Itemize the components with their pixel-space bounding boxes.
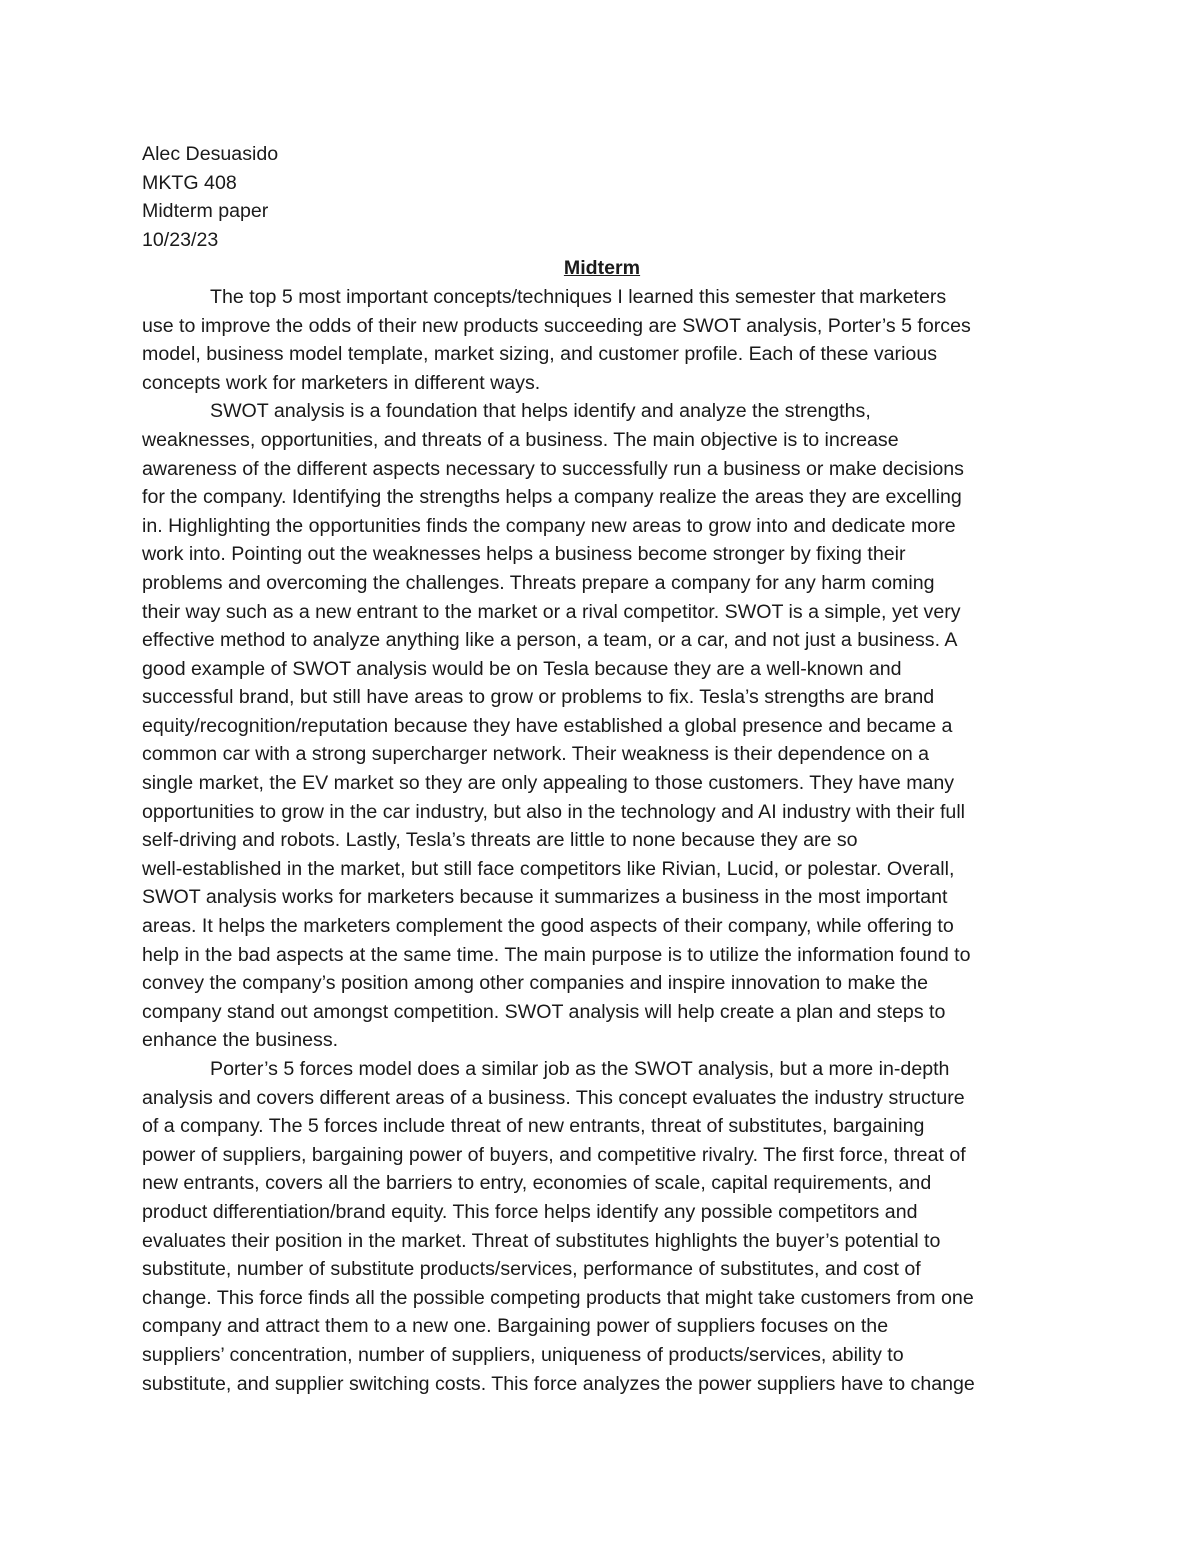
paragraph-line: problems and overcoming the challenges. Threats prepare a company for any harm coming bbox=[142, 571, 935, 594]
paragraph-line: convey the company’s position among other companies and inspire innovation to make the bbox=[142, 972, 929, 995]
paragraph-line: effective method to analyze anything like a person, a team, or a car, and not just a business. A bbox=[142, 629, 958, 652]
paragraph-line: self-driving and robots. Lastly, Tesla’s threats are little to none because they are so bbox=[142, 829, 858, 852]
paragraph-line: awareness of the different aspects necessary to successfully run a business or make decisions bbox=[142, 457, 964, 480]
paragraph-line: weaknesses, opportunities, and threats of a business. The main objective is to increase bbox=[142, 428, 899, 451]
paragraph-line: change. This force finds all the possible competing products that might take customers from one bbox=[142, 1286, 974, 1309]
paragraph-line: for the company. Identifying the strengths helps a company realize the areas they are excelling bbox=[142, 486, 962, 509]
paragraph-line: company stand out amongst competition. SWOT analysis will help create a plan and steps to bbox=[142, 1000, 946, 1023]
paragraph-line: Porter’s 5 forces model does a similar job as the SWOT analysis, but a more in-depth bbox=[210, 1058, 950, 1080]
paragraph-line: power of suppliers, bargaining power of buyers, and competitive rivalry. The first force, threat of bbox=[142, 1143, 966, 1166]
paragraph-line: equity/recognition/reputation because they have established a global presence and became a bbox=[142, 714, 953, 737]
paragraph-line: work into. Pointing out the weaknesses helps a business become stronger by fixing their bbox=[142, 543, 906, 566]
paragraph-line: SWOT analysis is a foundation that helps identify and analyze the strengths, bbox=[210, 400, 871, 423]
paragraph-line: successful brand, but still have areas to grow or problems to fix. Tesla’s strengths are brand bbox=[142, 686, 935, 709]
paragraph-line: evaluates their position in the market. Threat of substitutes highlights the buyer’s potential to bbox=[142, 1229, 941, 1252]
document-date: 10/23/23 bbox=[142, 228, 219, 251]
paragraphs-container bbox=[142, 283, 1062, 1398]
paragraph-line: use to improve the odds of their new products succeeding are SWOT analysis, Porter’s 5 forces bbox=[142, 314, 971, 337]
paragraph-line: SWOT analysis works for marketers because it summarizes a business in the most important bbox=[142, 886, 948, 909]
paragraph-line: their way such as a new entrant to the market or a rival competitor. SWOT is a simple, yet very bbox=[142, 600, 961, 623]
paragraph-line: new entrants, covers all the barriers to entry, economies of scale, capital requirements, and bbox=[142, 1172, 932, 1195]
assignment-name: Midterm paper bbox=[142, 200, 269, 223]
paragraph-line: good example of SWOT analysis would be on Tesla because they are a well-known and bbox=[142, 657, 902, 680]
document-title: Midterm bbox=[563, 257, 641, 280]
paragraph-line: suppliers’ concentration, number of suppliers, uniqueness of products/services, ability to bbox=[142, 1343, 904, 1366]
body-paragraph bbox=[142, 397, 1062, 1055]
paragraph-line: product differentiation/brand equity. This force helps identify any possible competitors and bbox=[142, 1200, 918, 1223]
paragraph-line: concepts work for marketers in different ways. bbox=[142, 371, 541, 394]
paragraph-line: common car with a strong supercharger network. Their weakness is their dependence on a bbox=[142, 743, 930, 766]
body-paragraph bbox=[142, 283, 1062, 397]
body-paragraph bbox=[142, 1055, 1062, 1398]
paragraph-line: analysis and covers different areas of a business. This concept evaluates the industry structure bbox=[142, 1086, 965, 1109]
paragraph-line: well-established in the market, but still face competitors like Rivian, Lucid, or polestar. Overall, bbox=[142, 857, 955, 880]
paragraph-line: enhance the business. bbox=[142, 1029, 339, 1052]
paragraph-line: model, business model template, market sizing, and customer profile. Each of these various bbox=[142, 343, 938, 366]
paragraph-line: single market, the EV market so they are only appealing to those customers. They have many bbox=[142, 772, 955, 795]
paragraph-line: company and attract them to a new one. Bargaining power of suppliers focuses on the bbox=[142, 1315, 889, 1338]
paragraph-line: in. Highlighting the opportunities finds the company new areas to grow into and dedicate more bbox=[142, 514, 956, 537]
paragraph-line: substitute, and supplier switching costs. This force analyzes the power suppliers have to change bbox=[142, 1372, 975, 1395]
paragraph-line: The top 5 most important concepts/techniques I learned this semester that marketers bbox=[210, 285, 947, 308]
paragraph-line: of a company. The 5 forces include threat of new entrants, threat of substitutes, bargaining bbox=[142, 1115, 925, 1138]
paragraph-line: areas. It helps the marketers complement the good aspects of their company, while offering to bbox=[142, 915, 954, 938]
document-body bbox=[142, 140, 1062, 1398]
paragraph-line: substitute, number of substitute products/services, performance of substitutes, and cost of bbox=[142, 1258, 921, 1281]
course-code: MKTG 408 bbox=[142, 171, 237, 194]
author-name: Alec Desuasido bbox=[142, 143, 279, 165]
paragraph-line: help in the bad aspects at the same time. The main purpose is to utilize the information found to bbox=[142, 943, 971, 966]
paragraph-line: opportunities to grow in the car industry, but also in the technology and AI industry with their full bbox=[142, 800, 966, 823]
